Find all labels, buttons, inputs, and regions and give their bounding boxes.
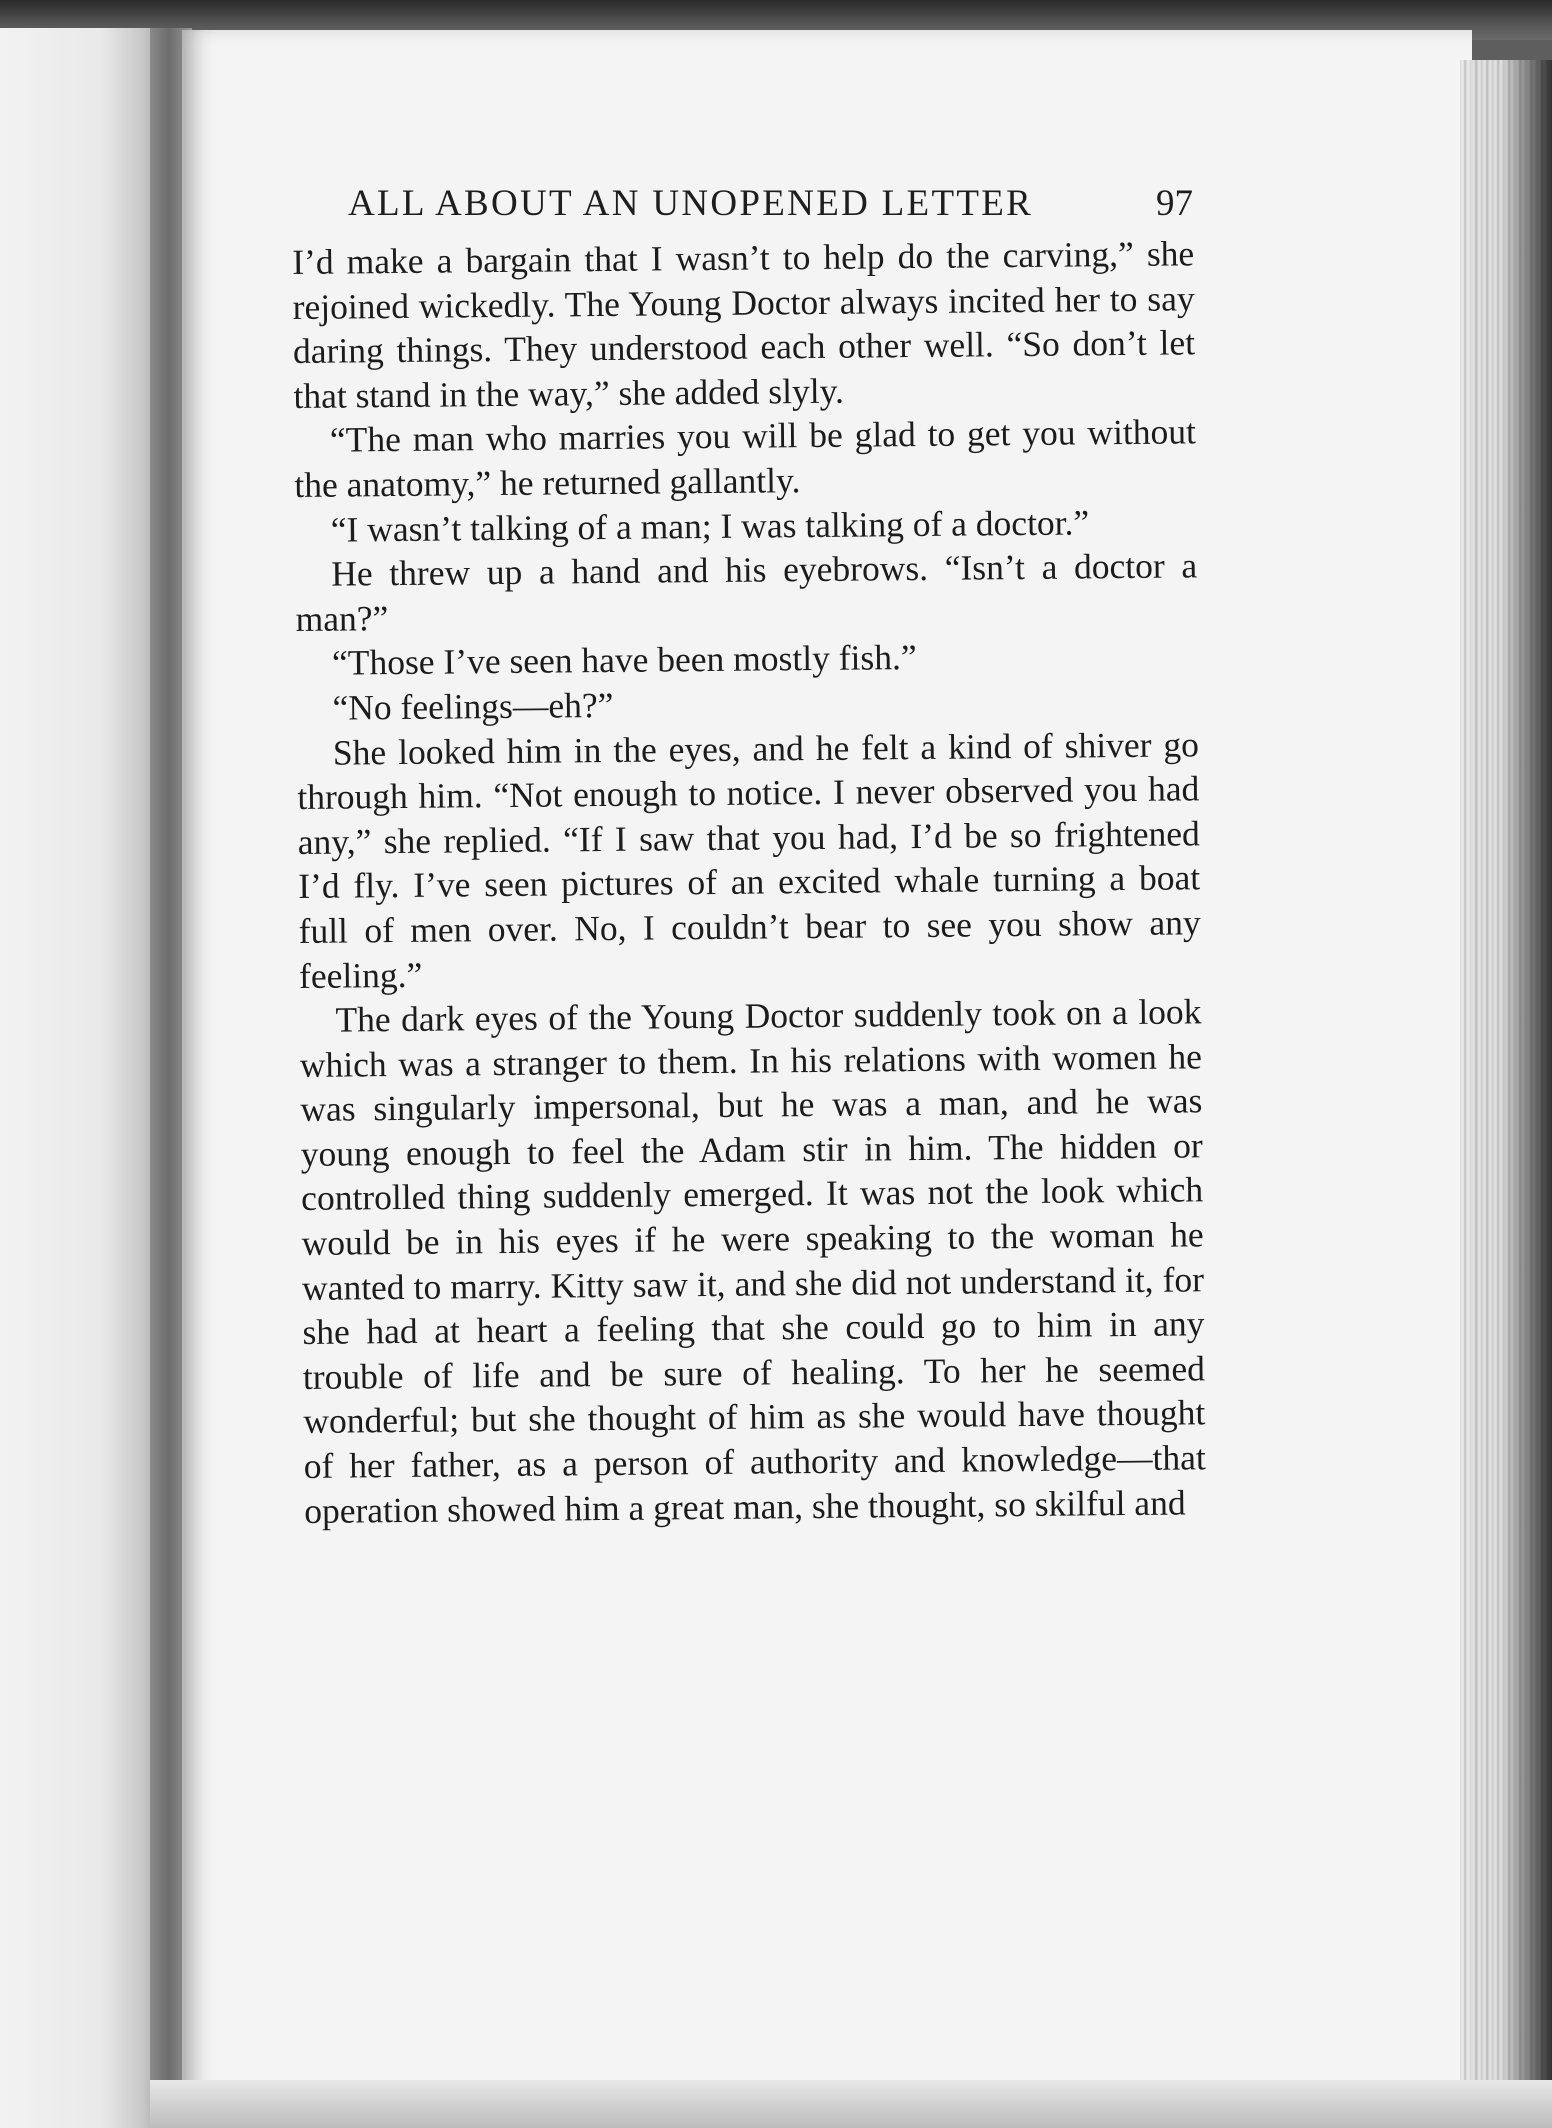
paragraph: “I wasn’t talking of a man; I was talking of a doctor.” — [330, 501, 1090, 550]
running-header — [348, 182, 1193, 232]
page-block-shadow — [1500, 60, 1552, 2128]
bottom-page-edge — [150, 2080, 1552, 2128]
paragraph: I’d make a bargain that I wasn’t to help do the carving,” she rejoined wickedly. The Young Doctor always incited her to say daring things. They understood each other well. “So don’t let that stand in the way,” she added slyly. — [292, 233, 1196, 416]
body-text — [292, 231, 1206, 1533]
paragraph: “The man who marries you will be glad to get you without the anatomy,” he returned gallantly. — [294, 411, 1197, 505]
paragraph: The dark eyes of the Young Doctor suddenly took on a look which was a stranger to them. In his relations with women he was singularly impersonal, but he was a man, and he was young enough to feel the Adam stir in him. The hidden or controlled thing suddenly emerged. It was not the look which would be in his eyes if he were speaking to the woman he wanted to marry. Kitty saw it, and she did not understand it, for she had at heart a feeling that she could go to him in any trouble of life and be sure of healing. To her he seemed wonderful; but she thought of him as she would have thought of her father, as a person of authority and knowledge—that operation showed him a great man, she thought, so skilful and — [299, 991, 1206, 1531]
paragraph: He threw up a hand and his eyebrows. “Isn’t a doctor a man?” — [295, 545, 1198, 639]
paragraph: She looked him in the eyes, and he felt a kind of shiver go through him. “Not enough to notice. I never observed you had any,” she replied. “If I saw that you had, I’d be so frightened I’d fly. I’ve seen pictures of an excited whale turning a boat full of men over. No, I couldn’t bear to see you show any feeling.” — [297, 723, 1201, 996]
page-number: 97 — [1156, 183, 1193, 224]
paragraph: “Those I’ve seen have been mostly fish.” — [331, 637, 917, 683]
paragraph: “No feelings—eh?” — [332, 684, 614, 728]
running-title: ALL ABOUT AN UNOPENED LETTER — [348, 183, 1034, 224]
left-page-edge — [0, 28, 168, 2128]
